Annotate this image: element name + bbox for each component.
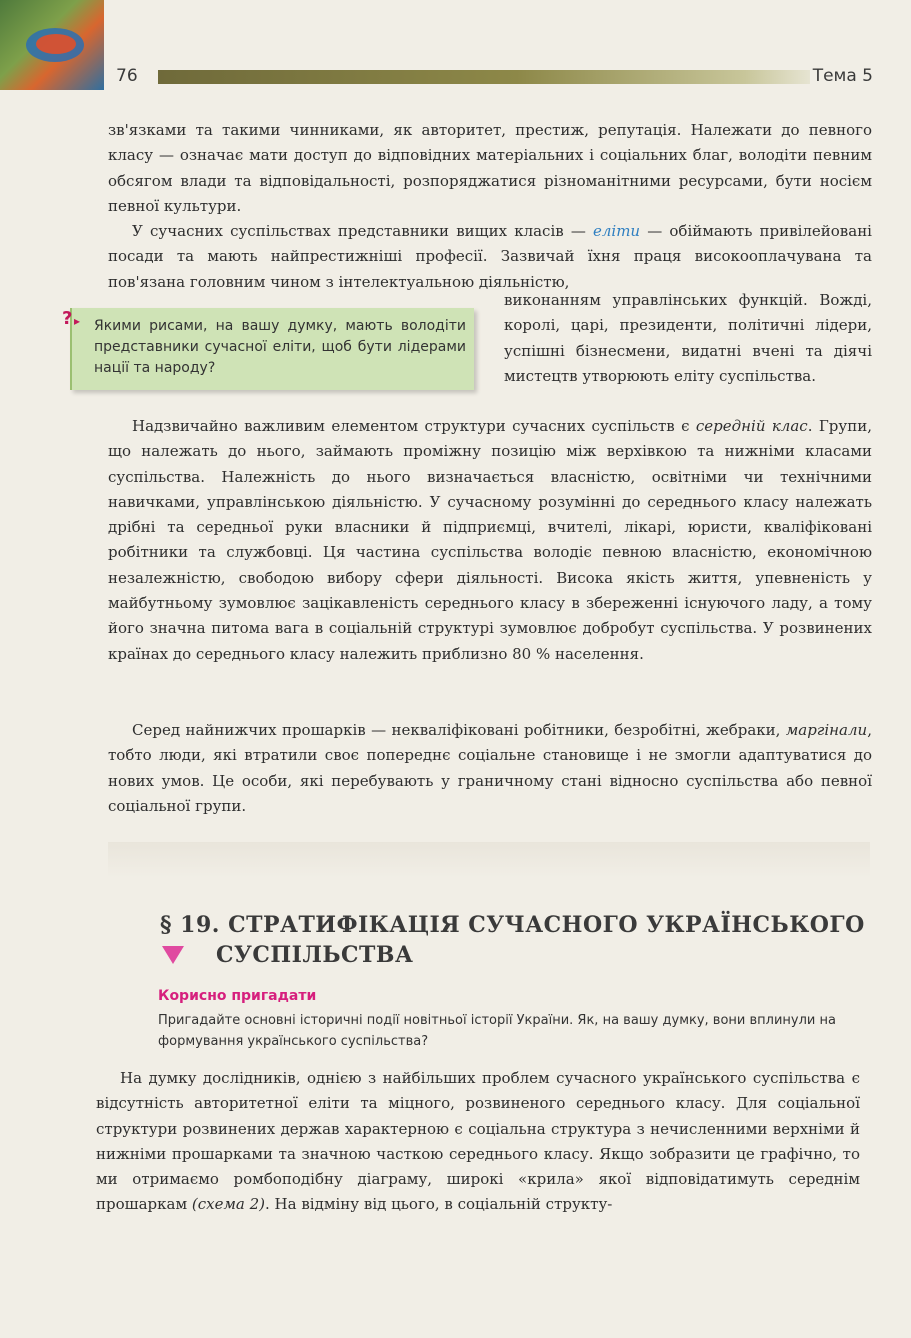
corner-image	[0, 0, 104, 90]
term-middle-class: середній клас	[695, 417, 808, 435]
term-elite: еліти	[592, 222, 641, 240]
recall-heading: Корисно пригадати	[158, 988, 317, 1004]
section-title: § 19. СТРАТИФІКАЦІЯ СУЧАСНОГО УКРАЇНСЬКОГО СУСПІЛЬСТВА	[160, 912, 865, 968]
arrow-icon: ▸	[74, 314, 81, 328]
scheme-reference: (схема 2)	[191, 1195, 266, 1214]
paragraph-2-continued: виконанням управлінських функцій. Вожді, королі, царі, президенти, політичні лідери, успішні бізнесмени, видатні вчені та діячі мистецтв утворюють еліту суспільства.	[504, 291, 872, 385]
triangle-marker-icon	[162, 946, 184, 964]
header-bar	[158, 70, 810, 84]
question-box	[62, 308, 474, 390]
term-marginals: маргінали	[785, 721, 868, 739]
paragraph-3: Надзвичайно важливим елементом структури сучасних суспільств є середній клас. Групи, що належать до нього, займають проміжну позицію між верхівкою та нижніми класами суспільства. Належність до нього визначається власністю, освітніми чи технічними навичками, управлінською діяльністю. У сучасному розумінні до середнього класу належать дрібні та середньої руки власники й підприємці, вчителі, лікарі, юристи, кваліфіковані робітники та службовці. Ця частина суспільства володіє певною власністю, економічною незалежністю, свободою вибору сфери діяльності. Висока якість життя, упевненість у майбутньому зумовлює зацікавленість середнього класу в збереженні існуючого ладу, а тому його значна питома вага в соціальній структурі зумовлює добробут суспільства. У розвинених країнах до середнього класу належить приблизно 80 % населення.	[108, 417, 872, 663]
paragraph-5: На думку дослідників, однією з найбільших проблем сучасного українського суспільства є відсутність авторитетної еліти та міцного, розвиненого середнього класу. Для соціальної структури розвинених держав характерною є соціальна структура з нечисленними верхніми й нижніми прошарками та значною часткою середнього класу. Якщо зобразити це графічно, то ми отримаємо ромбоподібну діаграму, широкі «крила» якої відповідатимуть середнім прошаркам (схема 2). На відміну від цього, в соціальній структу-	[96, 1069, 860, 1214]
recall-text: Пригадайте основні історичні події новітньої історії України. Як, на вашу думку, вони вплинули на формування українського суспільства?	[158, 1013, 836, 1049]
question-mark-icon: ?	[62, 308, 73, 329]
theme-label: Тема 5	[812, 66, 873, 86]
section-divider	[108, 842, 870, 878]
paragraph-1: зв'язками та такими чинниками, як авторитет, престиж, репутація. Належати до певного класу — означає мати доступ до відповідних матеріальних і соціальних благ, володіти певним обсягом влади та відповідальності, розпоряджатися різноманітними ресурсами, бути носієм певної культури.	[108, 121, 872, 215]
paragraph-4: Серед найнижчих прошарків — некваліфіковані робітники, безробітні, жебраки, маргінали, тобто люди, які втратили своє попереднє соціальне становище і не змогли адаптуватися до нових умов. Це особи, які перебувають у граничному стані відносно суспільства або певної соціальної групи.	[108, 721, 872, 815]
page-number: 76	[116, 66, 138, 86]
paragraph-2: У сучасних суспільствах представники вищих класів — еліти — обіймають привілейовані посади та мають найпрестижніші професії. Зазвичай їхня праця високооплачувана та пов'язана головним чином з інтелектуальною діяльністю,	[108, 222, 872, 291]
question-text: Якими рисами, на вашу думку, мають володіти представники сучасної еліти, щоб бути лідерами нації та народу?	[94, 318, 466, 376]
